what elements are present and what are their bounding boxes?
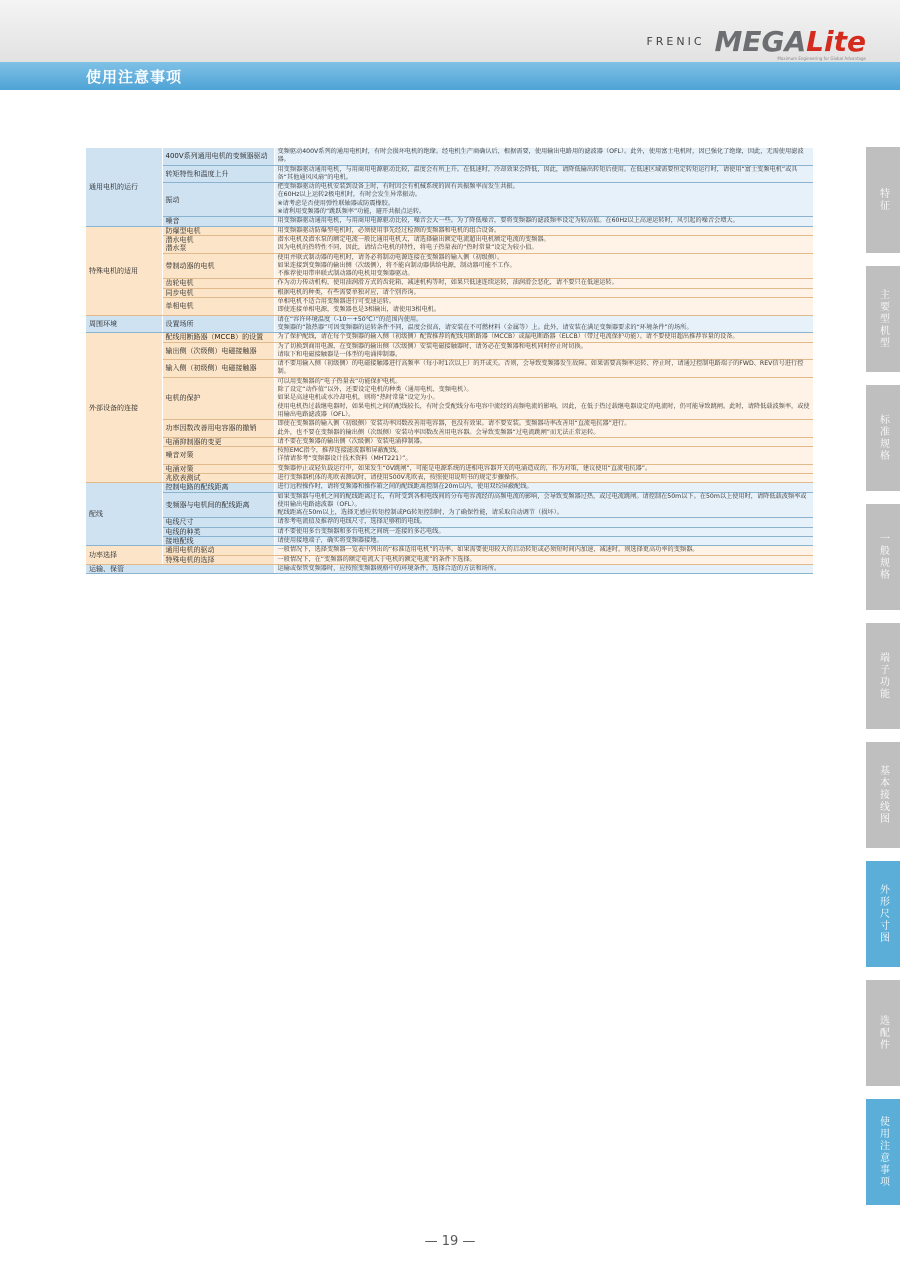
- brand-lite: Lite: [806, 25, 866, 58]
- description-cell: 请不要使用多台变频器和多台电机之间统一连接的多芯电线。: [274, 527, 813, 536]
- category-cell: 特殊电机的适用: [86, 226, 162, 315]
- side-tab-2[interactable]: [866, 266, 900, 372]
- category-cell: 外部设备的连接: [86, 333, 162, 483]
- item-cell: 输出侧（次级侧）电磁接触器: [162, 342, 274, 360]
- description-cell: 用变频器驱动通用电机，与用商用电源驱动比较，温度会有所上升。在低速时，冷却效果会降低，因此，请降低输出转矩后使用。在低速区域需要恒定转矩运行时，请使用“富士变频电机”或具备“其他通风风扇”的电机。: [274, 165, 813, 183]
- item-cell: 电机的保护: [162, 377, 274, 419]
- table-row: [86, 564, 813, 573]
- item-cell: 潜水电机 潜水泵: [162, 235, 274, 253]
- table-row: [86, 165, 813, 183]
- item-cell: 噪音: [162, 217, 274, 226]
- table-row: [86, 298, 813, 316]
- description-cell: 请使用接地端子，确实将变频器接地。: [274, 537, 813, 546]
- side-tab-4[interactable]: [866, 504, 900, 610]
- item-cell: 齿轮电机: [162, 279, 274, 288]
- table-row: [86, 217, 813, 226]
- table-row: [86, 235, 813, 253]
- side-tab-label: 一般规格: [877, 533, 889, 581]
- table-row: [86, 148, 813, 165]
- description-cell: 作为动力传动机构，使用油润滑方式的齿轮箱、减速机构等时，如果只低速连续运转，油润滑会恶化，请不要只在低速运转。: [274, 279, 813, 288]
- table-row: [86, 464, 813, 473]
- category-cell: 周围环境: [86, 315, 162, 333]
- header-band: [0, 0, 900, 62]
- description-cell: 可以用变频器的“电子热量表”功能保护电机。 除了设定“动作值”以外，还要设定电机的种类（通用电机、变频电机）。 如果是高速电机或水冷却电机，则将“热时常量”设定为小。 使用电机热过载继电器时，如果电机之间的配线较长，有时会受配线分布电容中流经的高频电流的影响，因此，在低于热过载继电器设定的电流时，仍可能导致跳闸。此时，请降低载波频率，或使用输出电路滤波器（OFL）。: [274, 377, 813, 419]
- side-tab-label: 主要型机型: [877, 289, 889, 349]
- page-number: — 19 —: [424, 1234, 476, 1249]
- description-cell: 用变频器驱动防爆型电机时，必须使用事先经过检测的变频器和电机的组合设备。: [274, 226, 813, 235]
- item-cell: 转矩特性和温度上升: [162, 165, 274, 183]
- table-row: [86, 226, 813, 235]
- item-cell: 功率因数改善用电容器的撤销: [162, 420, 274, 438]
- description-cell: 一般情况下，选择变频器一览表中列出的“标准适用电机”的功率。如果需要使用较大的启动转矩或必须短时间内加速，减速时，则选择更高功率的变频器。: [274, 546, 813, 555]
- table-row: [86, 447, 813, 465]
- table-row: [86, 315, 813, 333]
- table-row: [86, 537, 813, 546]
- table-row: [86, 518, 813, 527]
- side-tab-8[interactable]: [866, 980, 900, 1086]
- table-row: [86, 360, 813, 378]
- description-cell: 把变频器驱动的电机安装到设备上时，有时因会有机械系统的固有共振频率而发生共振。 在60Hz以上运转2极电机时，有时会发生异常振动。 ※请考虑是否使用弹性联轴器或防震橡胶。 ※请利用变频器的“跳跃频率”功能，避开共振点运转。: [274, 183, 813, 217]
- item-cell: 电涌对策: [162, 464, 274, 473]
- item-cell: 电涌抑制器的变更: [162, 437, 274, 446]
- table-row: [86, 437, 813, 446]
- item-cell: 配线用断路器（MCCB）的设置: [162, 333, 274, 342]
- side-tab-3[interactable]: [866, 385, 900, 491]
- side-tab-7[interactable]: [866, 861, 900, 967]
- table-row: [86, 288, 813, 297]
- table-row: [86, 183, 813, 217]
- description-cell: 如果变频器与电机之间的配线距离过长，有时受到各相电线间的分布电容流经的高频电流的影响，会导致变频器过热，或过电流跳闸。请控制在50m以下。在50m以上使用时，请降低载波频率或使用输出电路滤波器（OFL）。 配线距离在50m以上，选择无感应转矩控制或PG转矩控制时，为了确保性能，请采取自动调节（损坏）。: [274, 492, 813, 518]
- item-cell: 振动: [162, 183, 274, 217]
- category-cell: 通用电机的运行: [86, 148, 162, 226]
- table-row: [86, 342, 813, 360]
- item-cell: 通用电机的驱动: [162, 546, 274, 555]
- table-row: [86, 253, 813, 279]
- side-tab-label: 外形尺寸图: [877, 884, 889, 944]
- side-tab-label: 特征: [877, 188, 889, 212]
- description-cell: 使用并联式制动器的电机时，请务必将制动电源连接在变频器的输入侧（初级侧）。 如果连接到变频器的输出侧（次级侧），将不能向制动器供给电源，制动器可能不工作。 不推荐使用带串联式制动器的电机用变频器驱动。: [274, 253, 813, 279]
- table-row: [86, 279, 813, 288]
- description-cell: 请参考电流值及推荐的电线尺寸，选择足够粗的电线。: [274, 518, 813, 527]
- category-cell: 配线: [86, 483, 162, 546]
- item-cell: 设置场所: [162, 315, 274, 333]
- item-cell: 变频器与电机间的配线距离: [162, 492, 274, 518]
- description-cell: 按照EMC指令，推荐连接滤波器和屏蔽配线。 详情请参考“变频器设计技术资料（MHT221）”。: [274, 447, 813, 465]
- description-cell: 潜水电机及潜水泵的额定电流一般比通用电机大，请选择输出额定电流超出电机额定电流的变频器。 因为电机的热特性不同，因此，请结合电机的特性，将电子热量表的“热时常量”设定为较小值。: [274, 235, 813, 253]
- description-cell: 一般情况下，在“变频器的额定电流大于电机的额定电流”的条件下选择。: [274, 555, 813, 564]
- description-cell: 请不要在变频器的输出侧（次级侧）安装电涌抑制器。: [274, 437, 813, 446]
- side-tab-5[interactable]: [866, 623, 900, 729]
- side-tab-1[interactable]: [866, 147, 900, 253]
- category-cell: 运输、保管: [86, 564, 274, 573]
- item-cell: 特殊电机的选择: [162, 555, 274, 564]
- description-cell: 单相电机不适合用变频器进行可变速运转。 即使连接单相电源，变频器也是3相输出，请使用3相电机。: [274, 298, 813, 316]
- page-title: 使用注意事项: [86, 68, 183, 86]
- description-cell: 请不要用输入侧（初级侧）的电磁接触器进行高频率（每小时1次以上）的开或关。否则，会导致变频器发生故障。如果需要高频率运转、停止时，请通过控制电路端子的FWD、REV信号进行控制。: [274, 360, 813, 378]
- brand-frenic: FRENIC: [646, 35, 705, 48]
- table-row: [86, 546, 813, 555]
- side-tab-label: 选配件: [877, 1015, 889, 1051]
- table-row: [86, 527, 813, 536]
- description-cell: 变频驱动400V系列的通用电机时，有时会损坏电机的绝缘。经电机生产商确认后，根据需要，使用输出电路用的滤波器（OFL）。此外，使用富士电机时，因已强化了绝缘，因此，无需使用滤波器。: [274, 148, 813, 165]
- description-cell: 为了保护配线，请在每个变频器的输入侧（初级侧）配置推荐的配线用断路器（MCCB）或漏电断路器（ELCB）（带过电流保护功能）。请不要使用超出推荐容量的设备。: [274, 333, 813, 342]
- precautions-table: [86, 148, 813, 574]
- title-bar: [0, 62, 900, 90]
- description-cell: 用变频器驱动通用电机，与用商用电源驱动比较，噪音会大一些。为了降低噪音，要将变频器的滤波频率设定为较高值。在60Hz以上高速运转时，风引起的噪音会增大。: [274, 217, 813, 226]
- item-cell: 单相电机: [162, 298, 274, 316]
- side-tab-label: 基本接线图: [877, 765, 889, 825]
- item-cell: 噪音对策: [162, 447, 274, 465]
- description-cell: 根据电机的种类，有些需要单独对应，请个别咨询。: [274, 288, 813, 297]
- side-tab-label: 端子功能: [877, 652, 889, 700]
- side-tab-label: 使用注意事项: [877, 1116, 889, 1188]
- item-cell: 电线尺寸: [162, 518, 274, 527]
- table-row: [86, 420, 813, 438]
- item-cell: 输入侧（初级侧）电磁接触器: [162, 360, 274, 378]
- table-row: [86, 492, 813, 518]
- side-tab-6[interactable]: [866, 742, 900, 848]
- item-cell: 同步电机: [162, 288, 274, 297]
- description-cell: 运输或保管变频器时，应按照变频器规格中的环境条件，选择合适的方法和场所。: [274, 564, 813, 573]
- side-tab-label: 标准规格: [877, 414, 889, 462]
- table-row: [86, 333, 813, 342]
- description-cell: 请在“容许环境温度（-10～+50℃）”的范围内使用。 变频器的“散热器”可因变频器的运转条件不同，温度会很高，请安装在不可燃材料（金属等）上。此外，请安装在满足变频器要求的“环境条件”的场所。: [274, 315, 813, 333]
- description-cell: 即使在变频器的输入侧（初级侧）安装功率因数改善用电容器，也没有效果。请不要安装。变频器功率改善用“直流电抗器”进行。 此外，也不要在变频器的输出侧（次级侧）安装功率因数改善用电容器。会导致变频器“过电流跳闸”而无法正常运转。: [274, 420, 813, 438]
- item-cell: 400V系列通用电机的变频器驱动: [162, 148, 274, 165]
- item-cell: 兆欧表测试: [162, 473, 274, 482]
- description-cell: 进行远程操作时，请将变频器和操作箱之间的配线距离控制在20m以内，使用双绞屏蔽配线。: [274, 483, 813, 492]
- side-tab-9[interactable]: [866, 1099, 900, 1205]
- brand-mega: MEGA: [714, 25, 807, 58]
- item-cell: 带制动器的电机: [162, 253, 274, 279]
- item-cell: 接地配线: [162, 537, 274, 546]
- item-cell: 控制电路的配线距离: [162, 483, 274, 492]
- table-row: [86, 377, 813, 419]
- brand-logo: [646, 22, 866, 61]
- category-cell: 功率选择: [86, 546, 162, 565]
- table-row: [86, 473, 813, 482]
- brand-tagline: Maximum Engineering for Global Advantage: [777, 56, 866, 61]
- table-row: [86, 555, 813, 564]
- description-cell: 变频器停止或轻负载运行中，如果发生“0V跳闸”，可能是电源系统的进相电容器开关的电涌造成的，作为对策，建议使用“直流电抗器”。: [274, 464, 813, 473]
- description-cell: 为了切换到商用电源，在变频器的输出侧（次级侧）安装电磁接触器时，请务必在变频器和电机同时停止时切换。 请取下和电磁接触器是一体型的电涌抑制器。: [274, 342, 813, 360]
- item-cell: 防爆型电机: [162, 226, 274, 235]
- item-cell: 电线的种类: [162, 527, 274, 536]
- description-cell: 进行变频器机体的兆欧表测试时，请使用500V兆欧表，按照使用说明书的规定步骤操作。: [274, 473, 813, 482]
- table-row: [86, 483, 813, 492]
